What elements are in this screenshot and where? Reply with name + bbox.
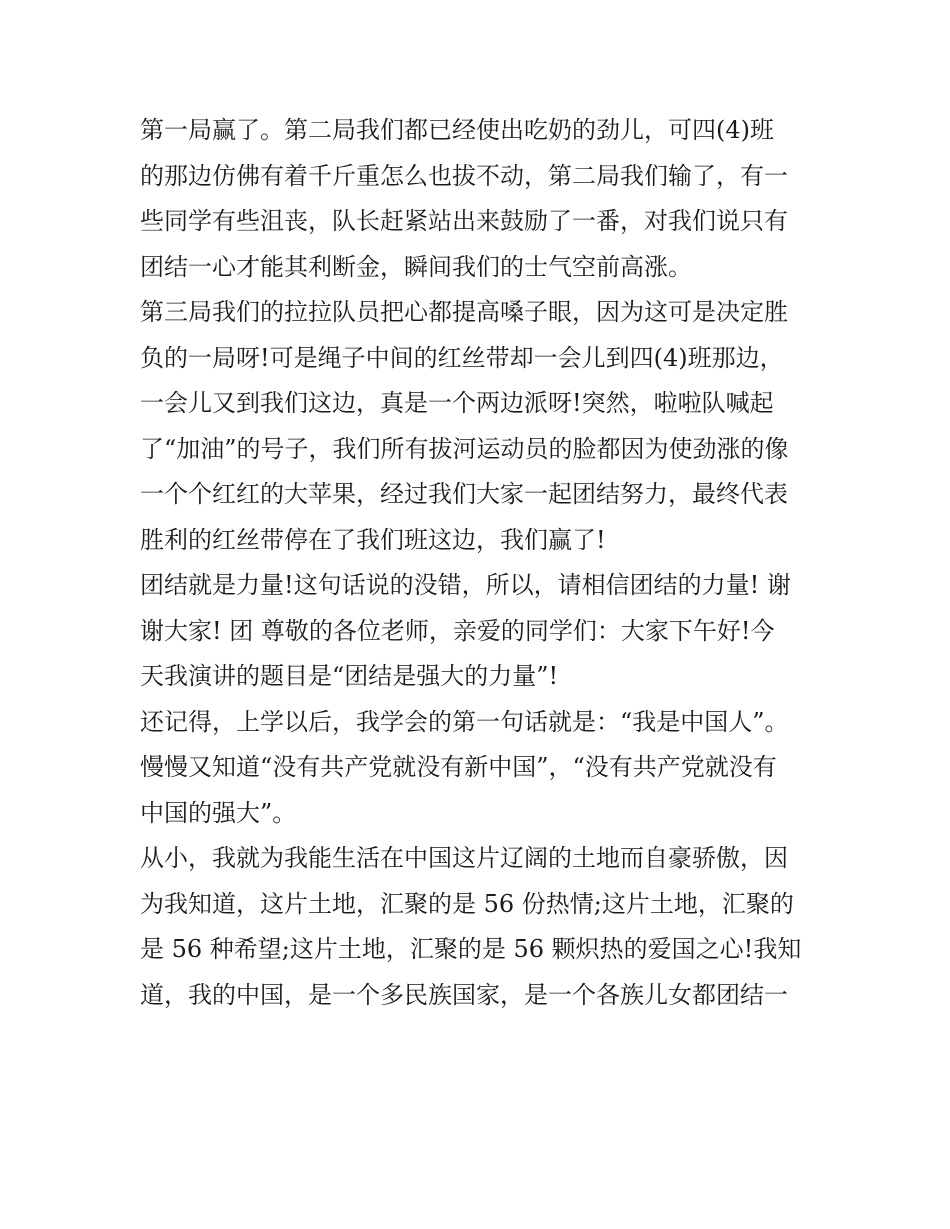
text-line: 团结一心才能其利断金，瞬间我们的士气空前高涨。 [140,252,692,281]
document-body [140,108,820,1018]
text-line: 谢大家! 团 尊敬的各位老师，亲爱的同学们：大家下午好!今 [140,616,775,645]
text-line: 道，我的中国，是一个多民族国家，是一个各族儿女都团结一 [140,980,788,1009]
text-line: 一会儿又到我们这边，真是一个两边派呀!突然，啦啦队喊起 [140,389,774,417]
text-line: 天我演讲的题目是“团结是强大的力量”! [140,662,559,690]
text-line: 慢慢又知道“没有共产党就没有新中国”，“没有共产党就没有 [140,753,777,781]
text-line: 负的一局呀!可是绳子中间的红丝带却一会儿到四(4)班那边， [140,343,784,372]
text-line: 为我知道，这片土地，汇聚的是 56 份热情;这片土地，汇聚的 [140,889,794,918]
text-line: 的那边仿佛有着千斤重怎么也拔不动，第二局我们输了，有一 [140,161,788,190]
text-line: 团结就是力量!这句话说的没错，所以，请相信团结的力量! 谢 [140,571,791,599]
text-line: 还记得，上学以后，我学会的第一句话就是：“我是中国人”。 [140,707,789,736]
text-line: 从小，我就为我能生活在中国这片辽阔的土地而自豪骄傲，因 [140,844,788,872]
text-line: 了“加油”的号子，我们所有拔河运动员的脸都因为使劲涨的像 [140,434,789,463]
text-line: 一个个红红的大苹果，经过我们大家一起团结努力，最终代表 [140,480,788,508]
text-line: 些同学有些沮丧，队长赶紧站出来鼓励了一番，对我们说只有 [140,207,788,235]
text-line: 第一局赢了。第二局我们都已经使出吃奶的劲儿，可四(4)班 [140,116,774,144]
text-line: 是 56 种希望;这片土地，汇聚的是 56 颗炽热的爱国之心!我知 [140,935,802,963]
text-line: 中国的强大”。 [140,798,297,827]
text-line: 第三局我们的拉拉队员把心都提高嗓子眼，因为这可是决定胜 [140,298,788,326]
text-line: 胜利的红丝带停在了我们班这边，我们赢了! [140,525,606,554]
